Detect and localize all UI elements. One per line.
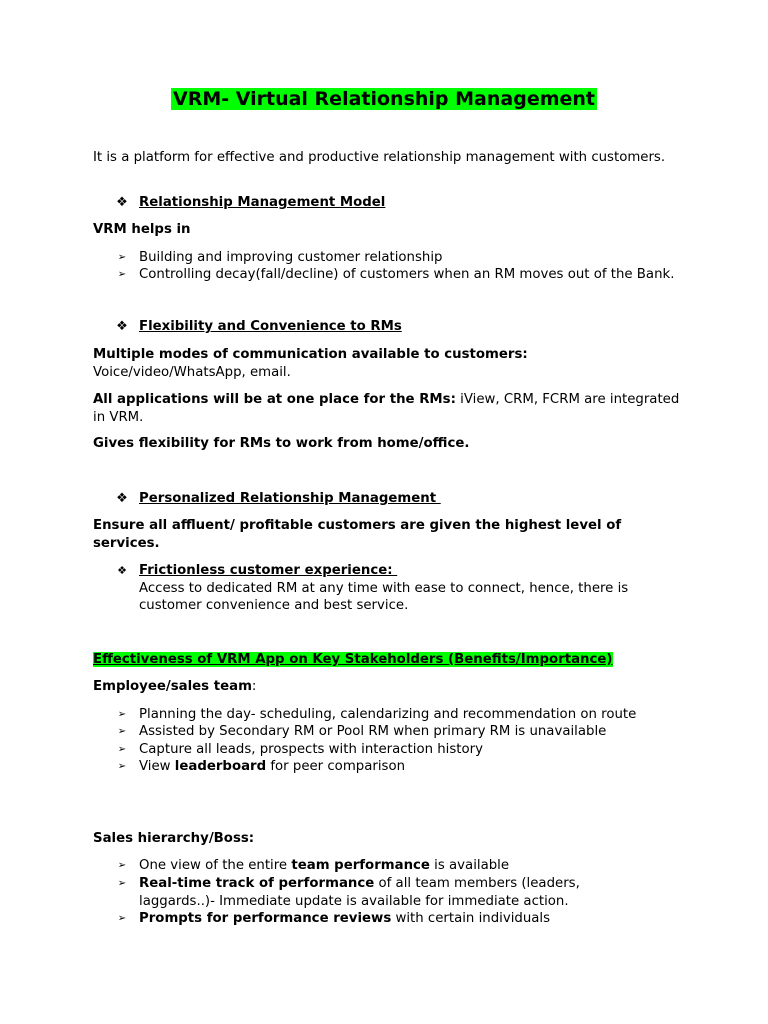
arrow-bullet-icon: ➢ <box>117 252 127 263</box>
diamond-bullet-icon: ❖ <box>116 491 128 506</box>
arrow-bullet-icon: ➢ <box>117 860 127 871</box>
sub-text: Access to dedicated RM at any time with ease to connect, hence, there is customer convenience and best service. <box>139 580 629 613</box>
arrow-bullet-icon: ➢ <box>117 709 127 720</box>
section-heading: Flexibility and Convenience to RMs <box>139 319 402 334</box>
intro-paragraph: It is a platform for effective and productive relationship management with customers. <box>93 150 666 165</box>
helps-label: VRM helps in <box>93 222 191 237</box>
diamond-bullet-icon: ❖ <box>116 195 128 210</box>
affluent-paragraph: Ensure all affluent/ profitable customers are given the highest level of services. <box>93 518 622 551</box>
arrow-bullet-icon: ➢ <box>117 913 127 924</box>
boss-label: Sales hierarchy/Boss: <box>93 831 255 846</box>
arrow-bullet-icon: ➢ <box>117 761 127 772</box>
diamond-outline-bullet-icon: ❖ <box>117 564 127 577</box>
arrow-bullet-icon: ➢ <box>117 744 127 755</box>
effectiveness-heading: Effectiveness of VRM App on Key Stakeholders (Benefits/Importance) <box>93 652 613 667</box>
arrow-bullet-icon: ➢ <box>117 726 127 737</box>
arrow-bullet-icon: ➢ <box>117 269 127 280</box>
diamond-bullet-icon: ❖ <box>116 319 128 334</box>
sub-heading: Frictionless customer experience: <box>139 563 398 578</box>
communication-paragraph: Multiple modes of communication available to customers: Voice/video/WhatsApp, email. <box>93 347 528 380</box>
employee-label: Employee/sales team: <box>93 679 257 694</box>
arrow-bullet-icon: ➢ <box>117 878 127 889</box>
flexibility-paragraph: Gives flexibility for RMs to work from home/office. <box>93 436 470 451</box>
document-title: VRM- Virtual Relationship Management <box>173 88 595 110</box>
section-heading: Personalized Relationship Management <box>139 491 441 506</box>
section-heading: Relationship Management Model <box>139 195 386 210</box>
document-page: VRM- Virtual Relationship Management It is a platform for effective and productive relationship management with customers. ❖ Relationship Management Model VRM helps in ➢ Building and improving customer relationship ➢ Controlling decay(fall/decline) of customers when an RM moves out of the Bank. ❖ Flexibility and Convenience to RMs Multiple modes of communication available to customers: Voice/video/WhatsApp, email. All applications will be at one place for the RMs: iView, CRM, FCRM are integrated in VRM. Gives flexibility for RMs to work from home/office. ❖ Personalized Relationship Management Ensure all affluent/ profitable customers are given the highest level of services. ❖ Frictionless customer experience: Access to dedicated RM at any time with ease to connect, hence, there is customer convenience and best service. Effectiveness of VRM App on Key Stakeholders (Benefits/Importance) Employee/sales team: ➢ Planning the day- scheduling, calendarizing and recommendation on route ➢ Assisted by Secondary RM or Pool RM when primary RM is unavailable ➢ Capture all leads, prospects with interaction history ➢ View leaderboard for peer comparison Sales hierarchy/Boss: ➢ One view of the entire team performance is available ➢ Real-time track of performance of all team members (leaders, laggards..)- Immediate update is available for immediate action. ➢ Prompts for performance reviews with certain individuals <box>0 0 768 1024</box>
applications-paragraph: All applications will be at one place for the RMs: iView, CRM, FCRM are integrated in VRM. <box>93 392 680 425</box>
